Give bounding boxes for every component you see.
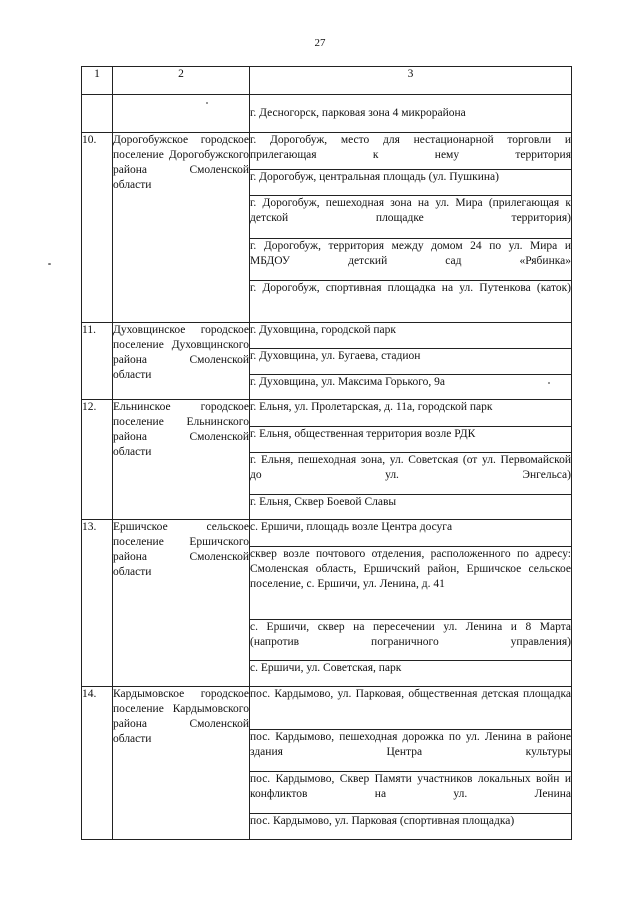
location-cell bbox=[250, 661, 572, 687]
location-text: г. Ельня, пешеходная зона, ул. Советская (от ул. Первомайской до ул. Энгельса) bbox=[250, 454, 571, 481]
location-text: г. Дорогобуж, пешеходная зона на ул. Мира (прилегающая к детской площадке территория) bbox=[250, 197, 571, 224]
location-text: пос. Кардымово, ул. Парковая, общественная детская площадка bbox=[250, 688, 571, 700]
region-cell bbox=[113, 323, 250, 400]
table-row bbox=[82, 323, 572, 349]
location-text: пос. Кардымово, ул. Парковая (спортивная площадка) bbox=[250, 815, 515, 827]
table-row bbox=[82, 520, 572, 547]
region-cell bbox=[113, 400, 250, 520]
number-cell: 14. bbox=[82, 687, 113, 840]
location-text: с. Ершичи, ул. Советская, парк bbox=[250, 662, 402, 674]
column-header: 3 bbox=[250, 67, 572, 95]
location-text: г. Дорогобуж, центральная площадь (ул. Пушкина) bbox=[250, 171, 499, 183]
location-cell bbox=[250, 427, 572, 453]
location-cell bbox=[250, 520, 572, 547]
table-row bbox=[82, 400, 572, 427]
column-header: 1 bbox=[82, 67, 113, 95]
scan-speck bbox=[48, 263, 51, 265]
location-text: пос. Кардымово, Сквер Памяти участников локальных войн и конфликтов на ул. Ленина bbox=[250, 773, 571, 800]
region-cell bbox=[113, 520, 250, 687]
location-text: пос. Кардымово, пешеходная дорожка по ул. Ленина в районе здания Центра культуры bbox=[250, 731, 571, 758]
table-row bbox=[82, 95, 572, 133]
location-cell bbox=[250, 375, 572, 400]
location-cell bbox=[250, 349, 572, 375]
table-row bbox=[82, 687, 572, 730]
location-cell bbox=[250, 239, 572, 281]
location-cell bbox=[250, 95, 572, 133]
location-cell bbox=[250, 281, 572, 323]
location-text: г. Духовщина, ул. Бугаева, стадион bbox=[250, 350, 421, 362]
location-cell bbox=[250, 170, 572, 196]
location-cell bbox=[250, 323, 572, 349]
location-text: г. Духовщина, городской парк bbox=[250, 324, 396, 336]
location-cell bbox=[250, 400, 572, 427]
location-text: г. Духовщина, ул. Максима Горького, 9а bbox=[250, 376, 445, 388]
location-cell bbox=[250, 495, 572, 520]
table-header-row bbox=[82, 67, 572, 95]
region-text: Дорогобужское городское поселение Дорогобужского района Смоленской области bbox=[113, 134, 249, 191]
location-cell bbox=[250, 133, 572, 170]
number-cell: 10. bbox=[82, 133, 113, 323]
location-cell bbox=[250, 730, 572, 772]
location-text: г. Дорогобуж, спортивная площадка на ул. Путенкова (каток) bbox=[250, 282, 571, 294]
location-cell bbox=[250, 687, 572, 730]
region-text: Кардымовское городское поселение Кардымовского района Смоленской области bbox=[113, 688, 249, 745]
location-cell bbox=[250, 196, 572, 239]
page-number: 27 bbox=[314, 37, 326, 49]
region-text: Ершичское сельское поселение Ершичского района Смоленской области bbox=[113, 521, 249, 578]
location-text: г. Ельня, общественная территория возле РДК bbox=[250, 428, 476, 440]
location-cell bbox=[250, 620, 572, 661]
region-cell bbox=[113, 133, 250, 323]
location-cell bbox=[250, 453, 572, 495]
location-text: с. Ершичи, сквер на пересечении ул. Ленина и 8 Марта (напротив пограничного управления) bbox=[250, 621, 571, 648]
region-cell bbox=[113, 687, 250, 840]
location-cell bbox=[250, 772, 572, 814]
number-cell: 11. bbox=[82, 323, 113, 400]
number-cell: 12. bbox=[82, 400, 113, 520]
location-text: с. Ершичи, площадь возле Центра досуга bbox=[250, 521, 453, 533]
location-text: г. Ельня, Сквер Боевой Славы bbox=[250, 496, 397, 508]
number-cell: 13. bbox=[82, 520, 113, 687]
location-text: сквер возле почтового отделения, расположенного по адресу: Смоленская область, Ершичский район, Ершичское сельское поселение, с. Ершичи, ул. Ленина, д. 41 bbox=[250, 548, 571, 590]
table-row bbox=[82, 133, 572, 170]
location-cell bbox=[250, 547, 572, 620]
locations-table bbox=[81, 66, 572, 840]
location-text: г. Десногорск, парковая зона 4 микрорайона bbox=[250, 107, 466, 119]
location-cell bbox=[250, 814, 572, 840]
region-text: Ельнинское городское поселение Ельнинского района Смоленской области bbox=[113, 401, 249, 458]
location-text: г. Дорогобуж, территория между домом 24 по ул. Мира и МБДОУ детский сад «Рябинка» bbox=[250, 240, 571, 267]
location-text: г. Ельня, ул. Пролетарская, д. 11а, городской парк bbox=[250, 401, 493, 413]
region-text: Духовщинское городское поселение Духовщинского района Смоленской области bbox=[113, 324, 249, 381]
region-cell bbox=[113, 95, 250, 133]
number-cell bbox=[82, 95, 113, 133]
column-header: 2 bbox=[113, 67, 250, 95]
location-text: г. Дорогобуж, место для нестационарной торговли и прилегающая к нему территория bbox=[250, 134, 571, 161]
